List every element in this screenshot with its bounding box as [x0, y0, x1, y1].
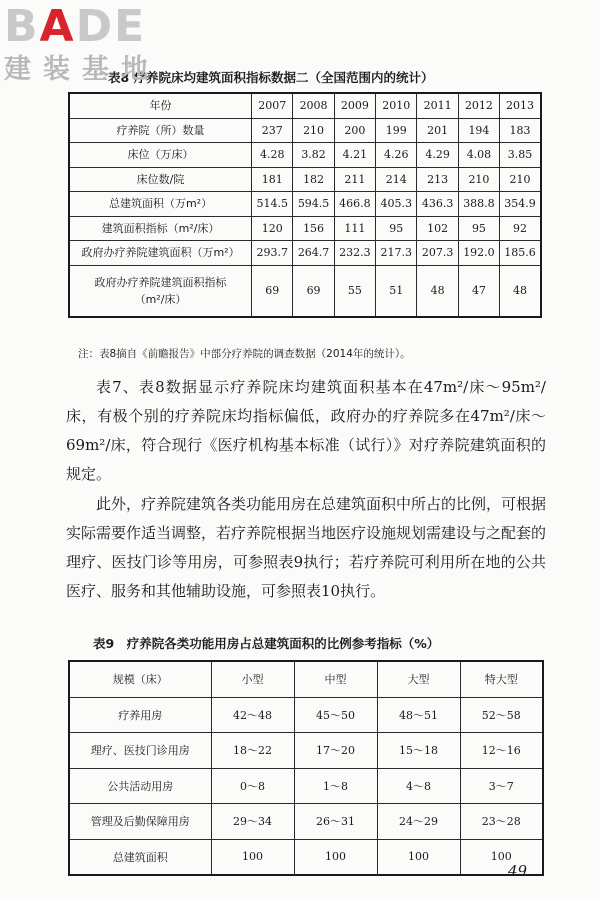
table-cell: 594.5 — [293, 192, 334, 217]
table-cell: 213 — [417, 167, 458, 192]
table-cell: 354.9 — [500, 192, 541, 217]
table-row — [69, 143, 541, 168]
table8 — [68, 92, 542, 318]
table-cell: 48～51 — [377, 697, 460, 733]
table-cell: 4.08 — [458, 143, 499, 168]
row-label-line: （m²/床） — [134, 292, 187, 306]
table-cell: 3.85 — [500, 143, 541, 168]
table-row — [69, 216, 541, 241]
table-cell: 55 — [334, 265, 375, 317]
table-cell: 232.3 — [334, 241, 375, 266]
table9-header-cell: 大型 — [377, 661, 460, 697]
table-cell: 388.8 — [458, 192, 499, 217]
table-row — [69, 118, 541, 143]
table-row — [69, 804, 543, 840]
table8-caption: 表8 疗养院床均建筑面积指标数据二（全国范围内的统计） — [108, 70, 434, 85]
table9-header-cell: 特大型 — [460, 661, 543, 697]
row-label: 床位（万床） — [69, 143, 252, 168]
table-cell: 207.3 — [417, 241, 458, 266]
table-cell: 514.5 — [252, 192, 293, 217]
table-row — [69, 733, 543, 769]
table-cell: 29～34 — [211, 804, 294, 840]
table-row — [69, 839, 543, 875]
table-cell: 42～48 — [211, 697, 294, 733]
row-label: 总建筑面积 — [69, 839, 211, 875]
table-cell: 120 — [252, 216, 293, 241]
row-label: 建筑面积指标（m²/床） — [69, 216, 252, 241]
table-cell: 15～18 — [377, 733, 460, 769]
row-label: 总建筑面积（万m²） — [69, 192, 252, 217]
table-row — [69, 768, 543, 804]
table-cell: 192.0 — [458, 241, 499, 266]
table-cell: 217.3 — [376, 241, 417, 266]
table-row — [69, 167, 541, 192]
table8-header-cell: 2012 — [458, 93, 499, 118]
table-cell: 3～7 — [460, 768, 543, 804]
table-cell: 48 — [500, 265, 541, 317]
table9-header-cell: 小型 — [211, 661, 294, 697]
table8-header-cell: 2013 — [500, 93, 541, 118]
table-cell: 214 — [376, 167, 417, 192]
row-label — [69, 265, 252, 317]
table-cell: 52～58 — [460, 697, 543, 733]
table-row — [69, 697, 543, 733]
table-cell: 100 — [460, 839, 543, 875]
table8-header-cell: 2008 — [293, 93, 334, 118]
table-cell: 100 — [211, 839, 294, 875]
table-cell: 69 — [293, 265, 334, 317]
table-cell: 3.82 — [293, 143, 334, 168]
table-cell: 18～22 — [211, 733, 294, 769]
table-cell: 436.3 — [417, 192, 458, 217]
watermark-brand — [4, 2, 160, 52]
row-label: 管理及后勤保障用房 — [69, 804, 211, 840]
table-cell: 0～8 — [211, 768, 294, 804]
table9-header-cell: 规模（床） — [69, 661, 211, 697]
table-cell: 194 — [458, 118, 499, 143]
table-cell: 4～8 — [377, 768, 460, 804]
table-cell: 4.29 — [417, 143, 458, 168]
table8-header-cell: 2011 — [417, 93, 458, 118]
table-cell: 17～20 — [294, 733, 377, 769]
brand-letters: DE — [75, 1, 147, 52]
table-row — [69, 265, 541, 317]
table-cell: 181 — [252, 167, 293, 192]
table8-header-cell: 2010 — [376, 93, 417, 118]
table-cell: 182 — [293, 167, 334, 192]
row-label: 疗养用房 — [69, 697, 211, 733]
table-cell: 156 — [293, 216, 334, 241]
table-cell: 210 — [458, 167, 499, 192]
table-cell: 201 — [417, 118, 458, 143]
row-label-line: 政府办疗养院建筑面积指标 — [94, 275, 227, 289]
table-row — [69, 241, 541, 266]
row-label: 理疗、医技门诊用房 — [69, 733, 211, 769]
table9-caption: 表9 疗养院各类功能用房占总建筑面积的比例参考指标（%） — [93, 636, 440, 651]
watermark-chinese: 建装基地 — [4, 54, 160, 85]
row-label: 公共活动用房 — [69, 768, 211, 804]
table8-header-row — [69, 93, 541, 118]
table-cell: 210 — [293, 118, 334, 143]
table-cell: 92 — [500, 216, 541, 241]
table-cell: 48 — [417, 265, 458, 317]
table-cell: 26～31 — [294, 804, 377, 840]
brand-accent-letter: A — [39, 1, 76, 52]
table-cell: 211 — [334, 167, 375, 192]
table8-header-cell: 年份 — [69, 93, 252, 118]
table-cell: 1～8 — [294, 768, 377, 804]
table-cell: 23～28 — [460, 804, 543, 840]
table-cell: 264.7 — [293, 241, 334, 266]
table-cell: 45～50 — [294, 697, 377, 733]
table-cell: 111 — [334, 216, 375, 241]
table-cell: 12～16 — [460, 733, 543, 769]
table-cell: 4.28 — [252, 143, 293, 168]
table9 — [68, 660, 544, 876]
table-cell: 199 — [376, 118, 417, 143]
table9-header-cell: 中型 — [294, 661, 377, 697]
brand-letter: B — [4, 1, 40, 52]
table-cell: 4.21 — [334, 143, 375, 168]
table-cell: 466.8 — [334, 192, 375, 217]
table-cell: 100 — [294, 839, 377, 875]
table-cell: 95 — [376, 216, 417, 241]
table-cell: 100 — [377, 839, 460, 875]
table-cell: 4.26 — [376, 143, 417, 168]
table9-header-row — [69, 661, 543, 697]
table-row — [69, 192, 541, 217]
table-cell: 237 — [252, 118, 293, 143]
body-paragraph: 此外，疗养院建筑各类功能用房在总建筑面积中所占的比例，可根据实际需要作适当调整，若疗养院根据当地医疗设施规划需建设与之配套的理疗、医技门诊等用房，可参照表9执行；若疗养院可利用所在地的公共医疗、服务和其他辅助设施，可参照表10执行。 — [66, 495, 547, 600]
table-cell: 185.6 — [500, 241, 541, 266]
table8-note: 注：表8摘自《前瞻报告》中部分疗养院的调查数据（2014年的统计）。 — [78, 348, 411, 360]
row-label: 床位数/院 — [69, 167, 252, 192]
row-label: 政府办疗养院建筑面积（万m²） — [69, 241, 252, 266]
table-cell: 51 — [376, 265, 417, 317]
table-cell: 183 — [500, 118, 541, 143]
table-cell: 405.3 — [376, 192, 417, 217]
table8-header-cell: 2007 — [252, 93, 293, 118]
row-label: 疗养院（所）数量 — [69, 118, 252, 143]
table-cell: 102 — [417, 216, 458, 241]
body-paragraph: 表7、表8数据显示疗养院床均建筑面积基本在47m²/床～95m²/床，有极个别的疗养院床均指标偏低，政府办的疗养院多在47m²/床～69m²/床，符合现行《医疗机构基本标准（试行）》对疗养院建筑面积的规定。 — [66, 378, 546, 483]
table-cell: 210 — [500, 167, 541, 192]
table-cell: 24～29 — [377, 804, 460, 840]
table-cell: 95 — [458, 216, 499, 241]
table-cell: 47 — [458, 265, 499, 317]
page-number: 49 — [508, 862, 528, 880]
table-cell: 293.7 — [252, 241, 293, 266]
table8-header-cell: 2009 — [334, 93, 375, 118]
table-cell: 200 — [334, 118, 375, 143]
table-cell: 69 — [252, 265, 293, 317]
watermark-logo — [4, 2, 160, 86]
